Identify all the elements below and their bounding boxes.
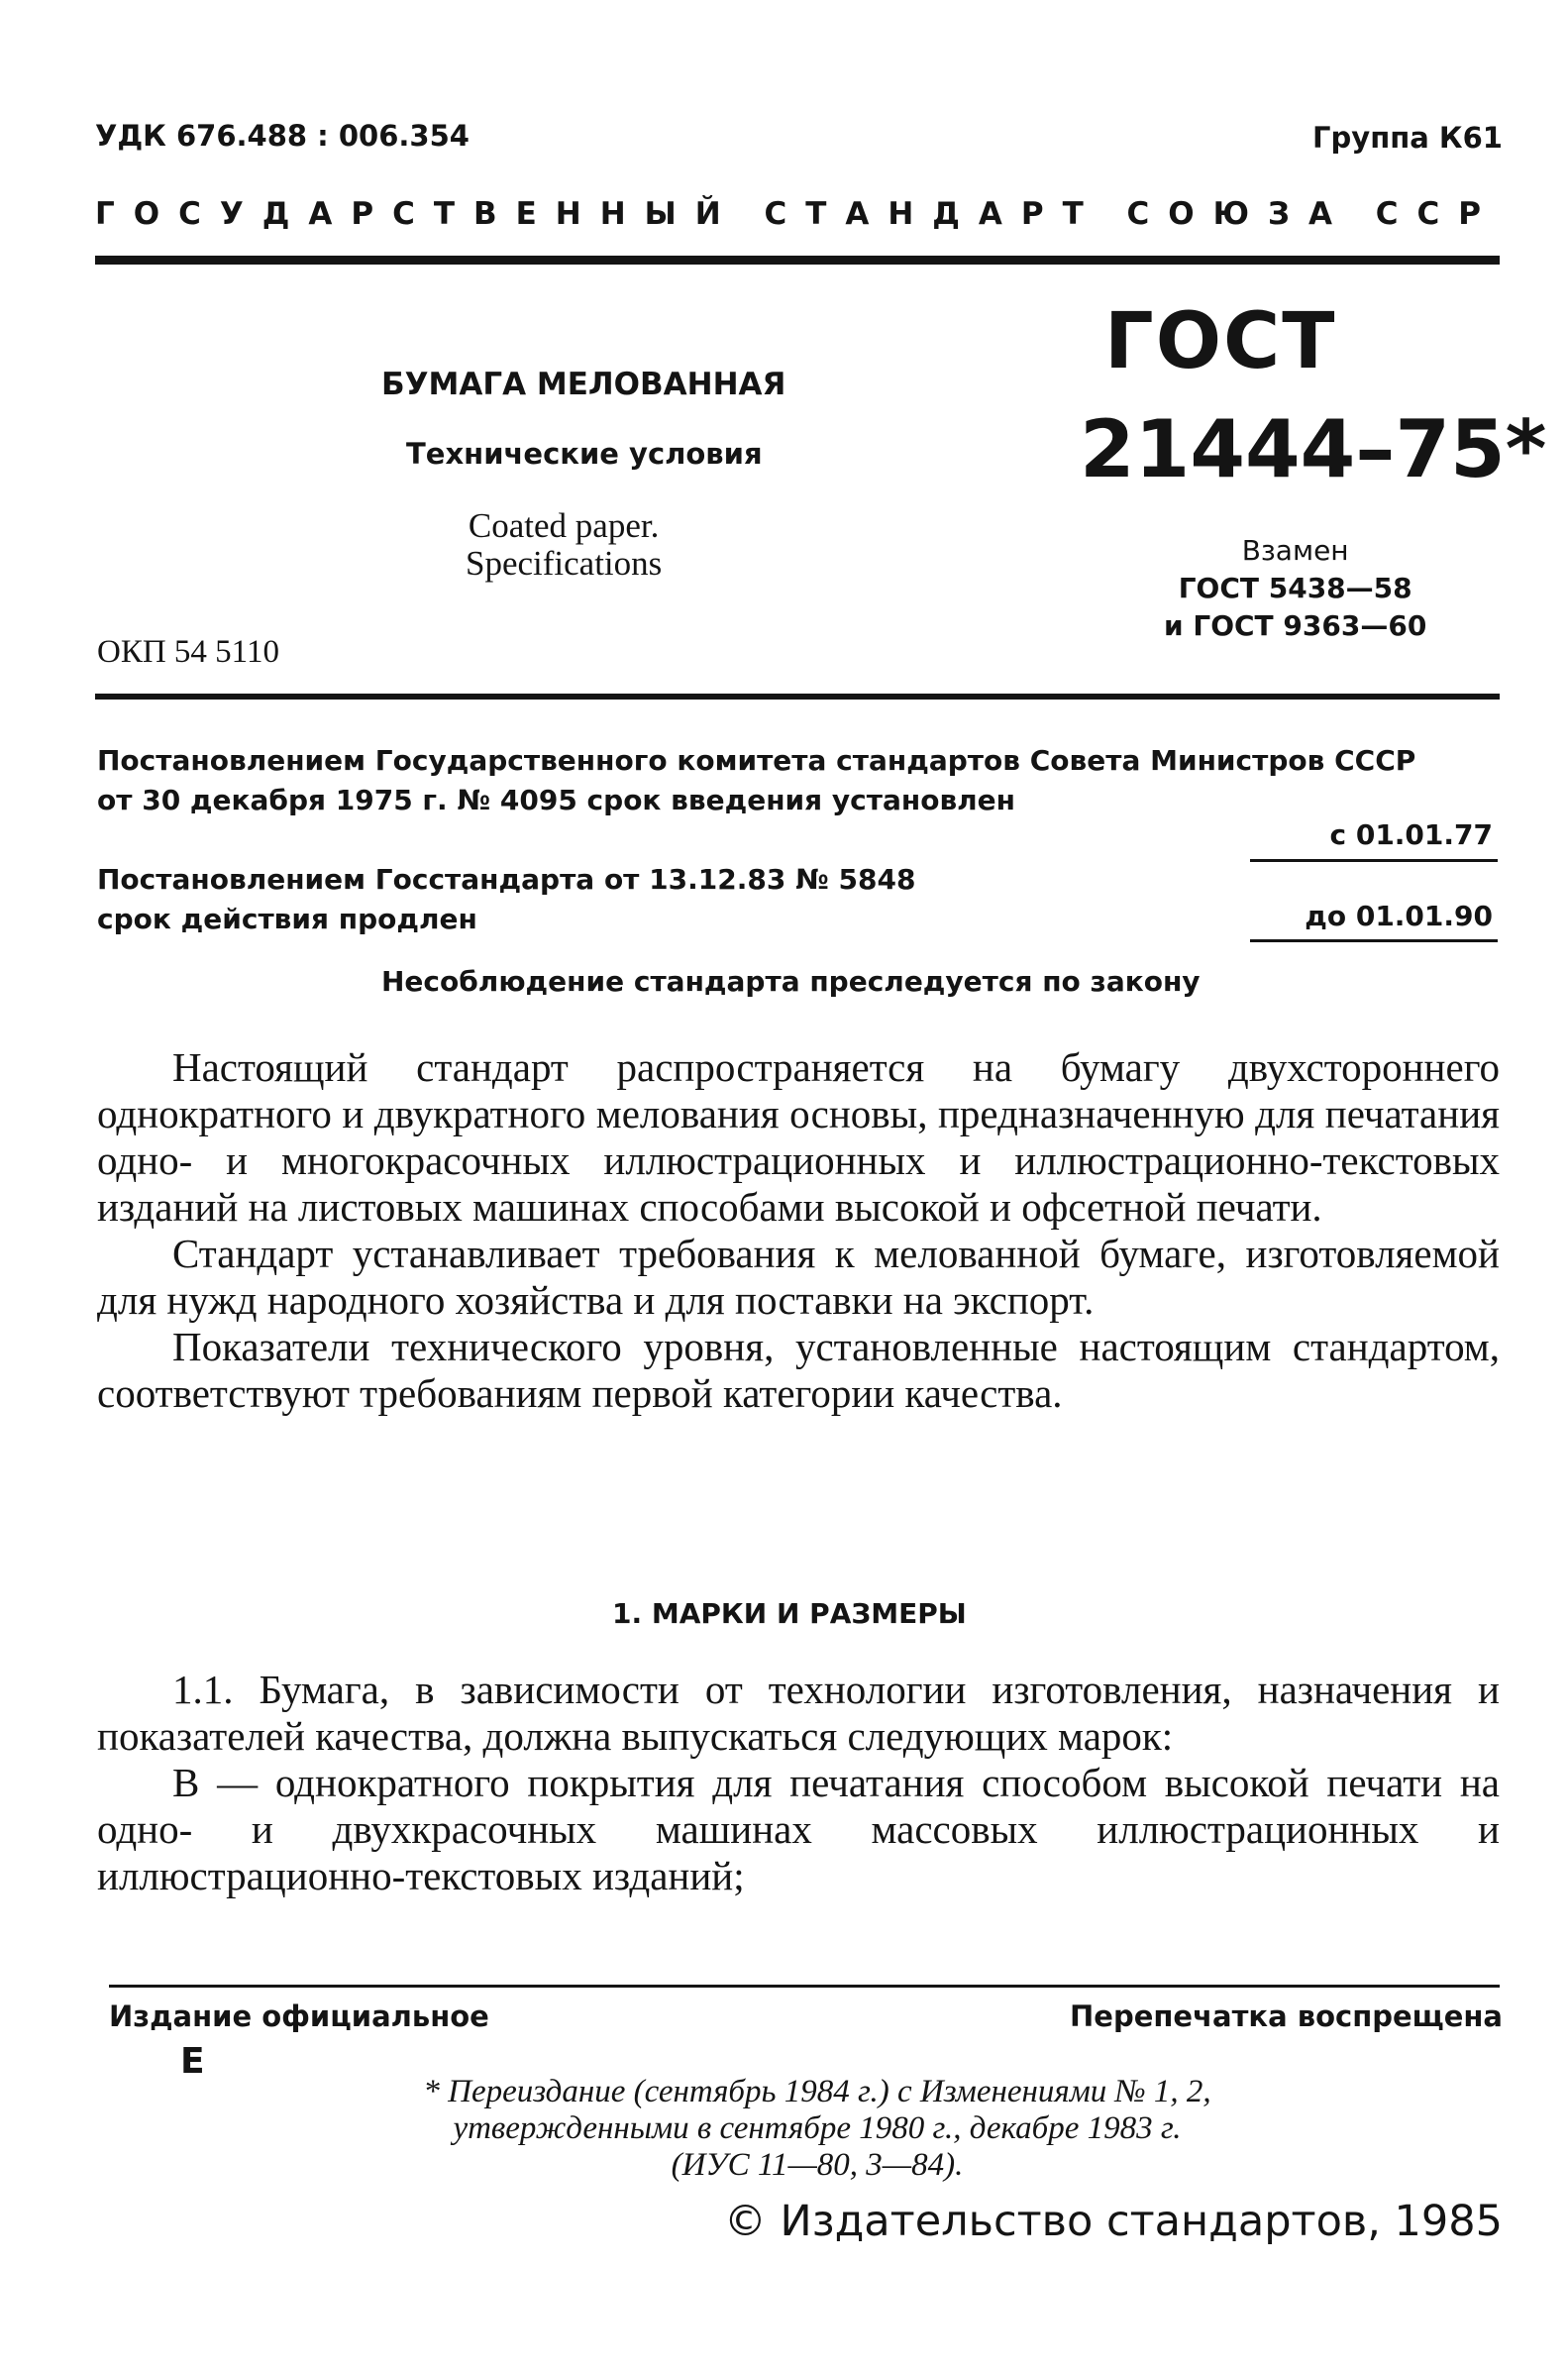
- replaced-standard: и ГОСТ 9363—60: [1164, 609, 1427, 642]
- decree-2: [97, 860, 915, 939]
- law-notice: Несоблюдение стандарта преследуется по закону: [381, 965, 1201, 998]
- replaces-label: Взамен: [1241, 534, 1349, 567]
- state-standard-word: ССР: [1375, 196, 1500, 232]
- document-subtitle: Технические условия: [406, 437, 763, 471]
- section-title: 1. МАРКИ И РАЗМЕРЫ: [612, 1597, 967, 1630]
- replaces-block: [1164, 532, 1426, 645]
- expiry-date: до 01.01.90: [1305, 900, 1493, 932]
- footer-rule: [109, 1985, 1500, 1988]
- okp-code: ОКП 54 5110: [97, 634, 279, 670]
- gost-number: 21444–75*: [1080, 403, 1547, 495]
- group-code: Группа К61: [1312, 121, 1503, 155]
- footnote-line: утвержденными в сентябре 1980 г., декабре 1983 г.: [453, 2110, 1182, 2146]
- section-paragraph: В — однократного покрытия для печатания способом высокой печати на одно- и двухкрасочных машинах массовых иллюстрационных и иллюстрационно-текстовых изданий;: [97, 1760, 1500, 1898]
- footnote-line: (ИУС 11—80, 3—84).: [671, 2147, 964, 2183]
- intro-text: [97, 1044, 1500, 1417]
- footnote: [297, 2074, 1337, 2184]
- intro-paragraph: Настоящий стандарт распространяется на бумагу двухстороннего однократного и двукратного мелования основы, предназначенную для печатания одно- и многокрасочных иллюстрационных и иллюстрационно-текстовых изданий на листовых машинах способами высокой и офсетной печати.: [97, 1044, 1500, 1230]
- section-1-text: [97, 1667, 1500, 1899]
- state-standard-word: СОЮЗА: [1126, 196, 1352, 232]
- state-standard-word: ГОСУДАРСТВЕННЫЙ: [95, 196, 740, 232]
- decree-1: [97, 741, 1415, 820]
- state-standard-heading: [95, 196, 1500, 232]
- edition-letter: Е: [180, 2041, 205, 2082]
- reprint-notice: Перепечатка воспрещена: [1070, 1999, 1503, 2033]
- effective-date-rule: [1250, 859, 1498, 862]
- decree-line: Постановлением Государственного комитета стандартов Совета Министров СССР: [97, 744, 1416, 777]
- english-title: [466, 507, 662, 583]
- state-standard-word: СТАНДАРТ: [764, 196, 1102, 232]
- header-thick-rule: [95, 256, 1500, 265]
- effective-date: с 01.01.77: [1329, 818, 1493, 851]
- replaced-standard: ГОСТ 5438—58: [1178, 572, 1412, 604]
- intro-paragraph: Показатели технического уровня, установленные настоящим стандартом, соответствуют требованиям первой категории качества.: [97, 1324, 1500, 1416]
- udk-code: УДК 676.488 : 006.354: [95, 119, 470, 153]
- section-paragraph: 1.1. Бумага, в зависимости от технологии изготовления, назначения и показателей качества, должна выпускаться следующих марок:: [97, 1667, 1500, 1759]
- intro-paragraph: Стандарт устанавливает требования к мелованной бумаге, изготовляемой для нужд народного хозяйства и для поставки на экспорт.: [97, 1231, 1500, 1323]
- english-title-line: Specifications: [466, 544, 663, 583]
- gost-label: ГОСТ: [1104, 297, 1337, 386]
- copyright: © Издательство стандартов, 1985: [723, 2197, 1503, 2246]
- decree-line: срок действия продлен: [97, 903, 477, 935]
- footnote-line: * Переиздание (сентябрь 1984 г.) с Изменениями № 1, 2,: [423, 2074, 1211, 2109]
- official-edition: Издание официальное: [109, 1999, 489, 2033]
- english-title-line: Coated paper.: [468, 506, 660, 545]
- decree-line: Постановлением Госстандарта от 13.12.83 № 5848: [97, 863, 916, 896]
- title-block-rule: [95, 694, 1500, 700]
- expiry-date-rule: [1250, 939, 1498, 942]
- decree-line: от 30 декабря 1975 г. № 4095 срок введения установлен: [97, 784, 1016, 816]
- document-title: БУМАГА МЕЛОВАННАЯ: [381, 367, 786, 402]
